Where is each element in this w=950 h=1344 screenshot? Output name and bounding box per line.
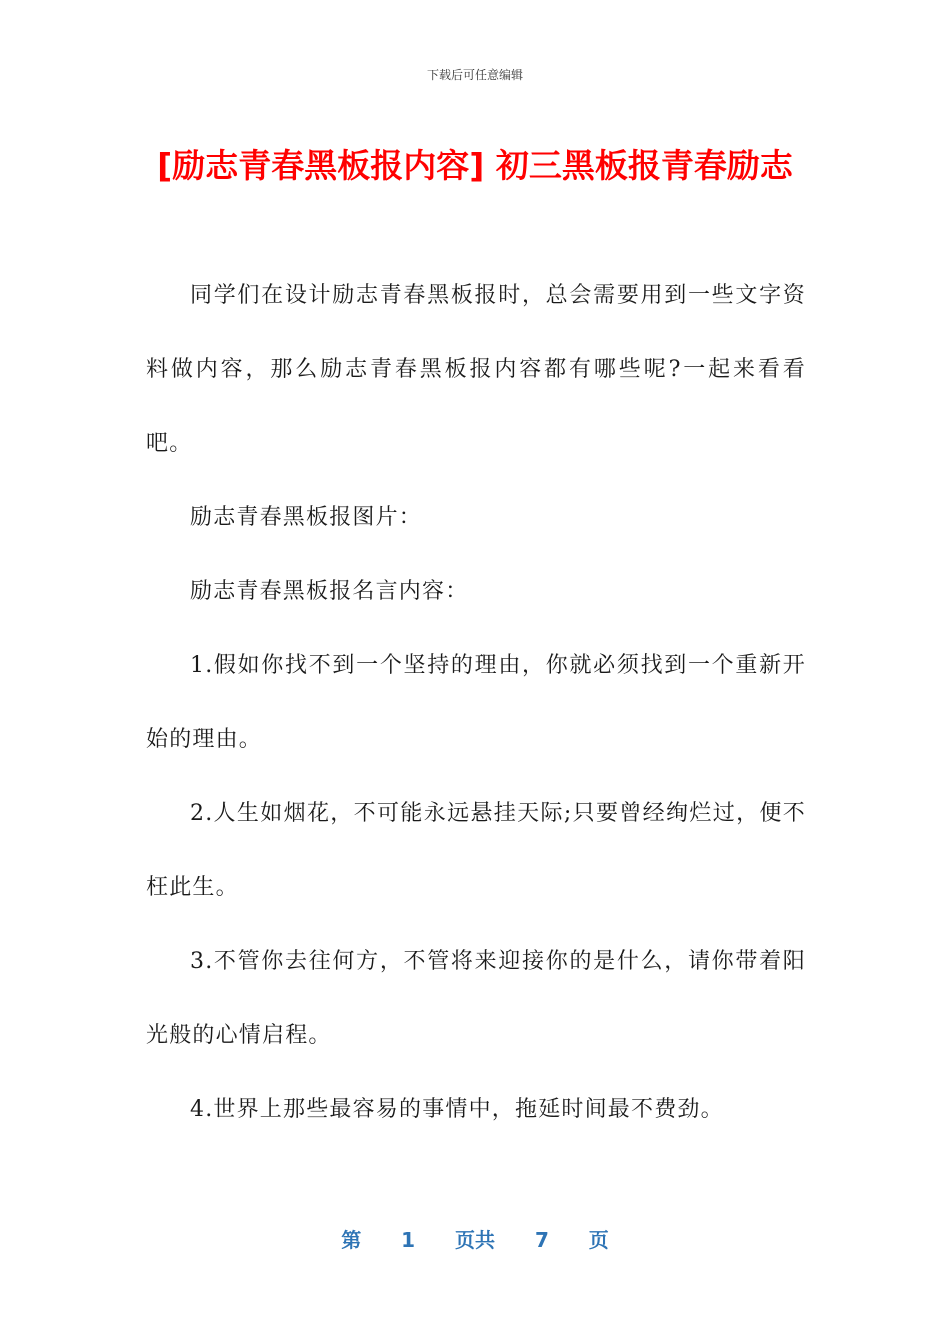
quote-item-3: 3.不管你去往何方，不管将来迎接你的是什么，请你带着阳光般的心情启程。 [146,949,806,1048]
document-title: [励志青春黑板报内容] 初三黑板报青春励志 [157,146,793,185]
document-body [146,259,806,1147]
footer-middle: 页共 [455,1228,495,1252]
header-note: 下载后可任意编辑 [426,68,523,82]
footer-suffix: 页 [588,1228,609,1252]
quote-item-2: 2.人生如烟花，不可能永远悬挂天际;只要曾经绚烂过，便不枉此生。 [146,801,806,900]
paragraph-intro: 同学们在设计励志青春黑板报时，总会需要用到一些文字资料做内容，那么励志青春黑板报内容都有哪些呢?一起来看看吧。 [146,283,806,456]
footer-prefix: 第 [341,1228,362,1252]
paragraph-quotes-heading: 励志青春黑板报名言内容： [190,579,469,604]
paragraph-images-heading: 励志青春黑板报图片： [190,505,423,530]
page-footer [0,1224,950,1253]
quote-item-4: 4.世界上那些最容易的事情中，拖延时间最不费劲。 [190,1097,724,1122]
footer-current-page: 1 [401,1228,416,1252]
footer-total-pages: 7 [534,1228,549,1252]
quote-item-1: 1.假如你找不到一个坚持的理由，你就必须找到一个重新开始的理由。 [146,653,806,752]
